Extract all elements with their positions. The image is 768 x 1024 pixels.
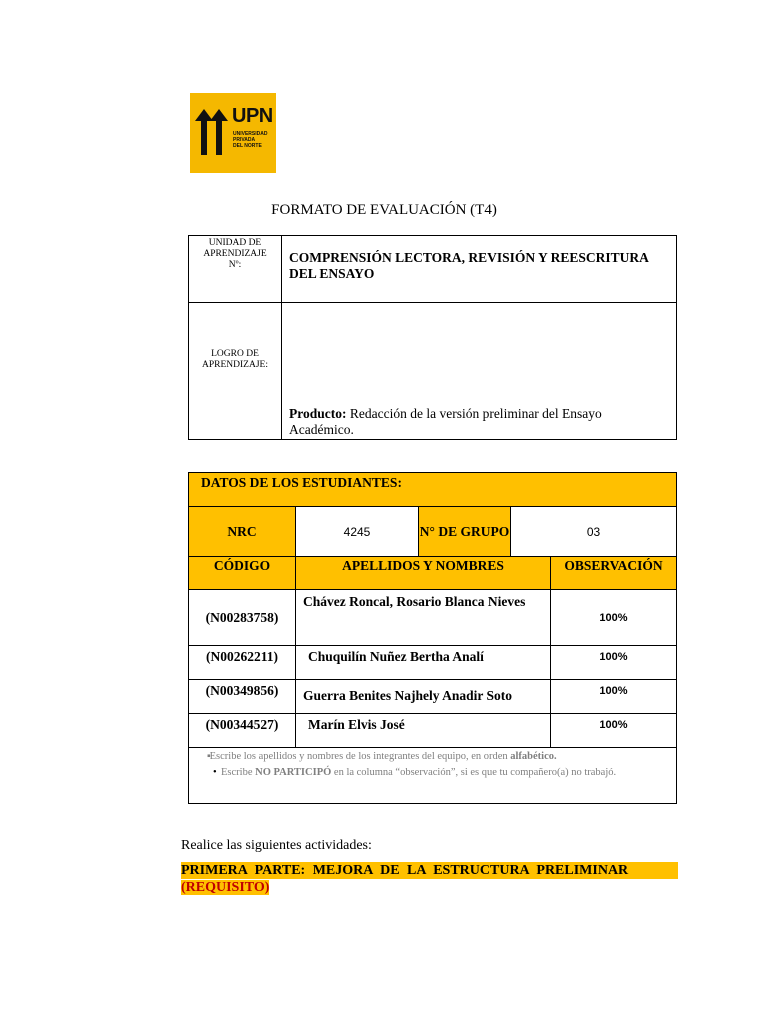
note-no-participation: • Escribe NO PARTICIPÓ en la columna “observación”, si es que tu compañero(a) no trabajó. xyxy=(213,767,617,778)
students-table xyxy=(188,472,677,804)
student-name: Marín Elvis José xyxy=(296,714,551,748)
nrc-value: 4245 xyxy=(296,507,419,557)
student-code: (N00344527) xyxy=(189,714,296,748)
product-text: Redacción de la versión preliminar del Ensayo Académico. xyxy=(289,406,602,437)
part-title-line: PRIMERA PARTE: MEJORA DE LA ESTRUCTURA PRELIMINAR xyxy=(181,862,678,879)
student-code: (N00283758) xyxy=(189,590,296,646)
instructions-notes xyxy=(189,748,676,804)
logo-subtitle: UNIVERSIDAD PRIVADA DEL NORTE xyxy=(233,131,268,149)
upn-logo xyxy=(190,93,276,173)
product-label: Producto: xyxy=(289,406,347,421)
learning-unit-table xyxy=(188,235,677,440)
student-observation: 100% xyxy=(551,680,676,714)
header-code: CÓDIGO xyxy=(189,557,296,590)
student-observation: 100% xyxy=(551,646,676,680)
part-requirement: (REQUISITO) xyxy=(181,880,270,895)
student-name: Guerra Benites Najhely Anadir Soto xyxy=(296,680,551,714)
student-code: (N00349856) xyxy=(189,680,296,714)
activities-intro: Realice las siguientes actividades: xyxy=(181,838,372,853)
product-description xyxy=(289,406,629,438)
logo-brand: UPN xyxy=(232,105,273,127)
goal-label: LOGRO DE APRENDIZAJE: xyxy=(202,349,268,370)
unit-title: COMPRENSIÓN LECTORA, REVISIÓN Y REESCRITURA DEL ENSAYO xyxy=(289,250,649,281)
student-observation: 100% xyxy=(551,714,676,748)
header-names: APELLIDOS Y NOMBRES xyxy=(296,557,551,590)
student-name: Chuquilín Nuñez Bertha Analí xyxy=(296,646,551,680)
note-alphabetical: ▪ Escribe los apellidos y nombres de los integrantes del equipo, en orden alfabético. xyxy=(207,751,557,762)
part-one-heading xyxy=(181,862,678,896)
group-label: N° DE GRUPO xyxy=(419,507,511,557)
student-observation: 100% xyxy=(551,590,676,646)
header-observation: OBSERVACIÓN xyxy=(551,557,676,590)
document-title: FORMATO DE EVALUACIÓN (T4) xyxy=(271,202,497,218)
student-code: (N00262211) xyxy=(189,646,296,680)
students-section-title: DATOS DE LOS ESTUDIANTES: xyxy=(189,473,676,507)
student-name: Chávez Roncal, Rosario Blanca Nieves xyxy=(296,590,551,646)
nrc-label: NRC xyxy=(189,507,296,557)
unit-label: UNIDAD DE APRENDIZAJE Nº: xyxy=(203,238,267,270)
group-value: 03 xyxy=(511,507,676,557)
